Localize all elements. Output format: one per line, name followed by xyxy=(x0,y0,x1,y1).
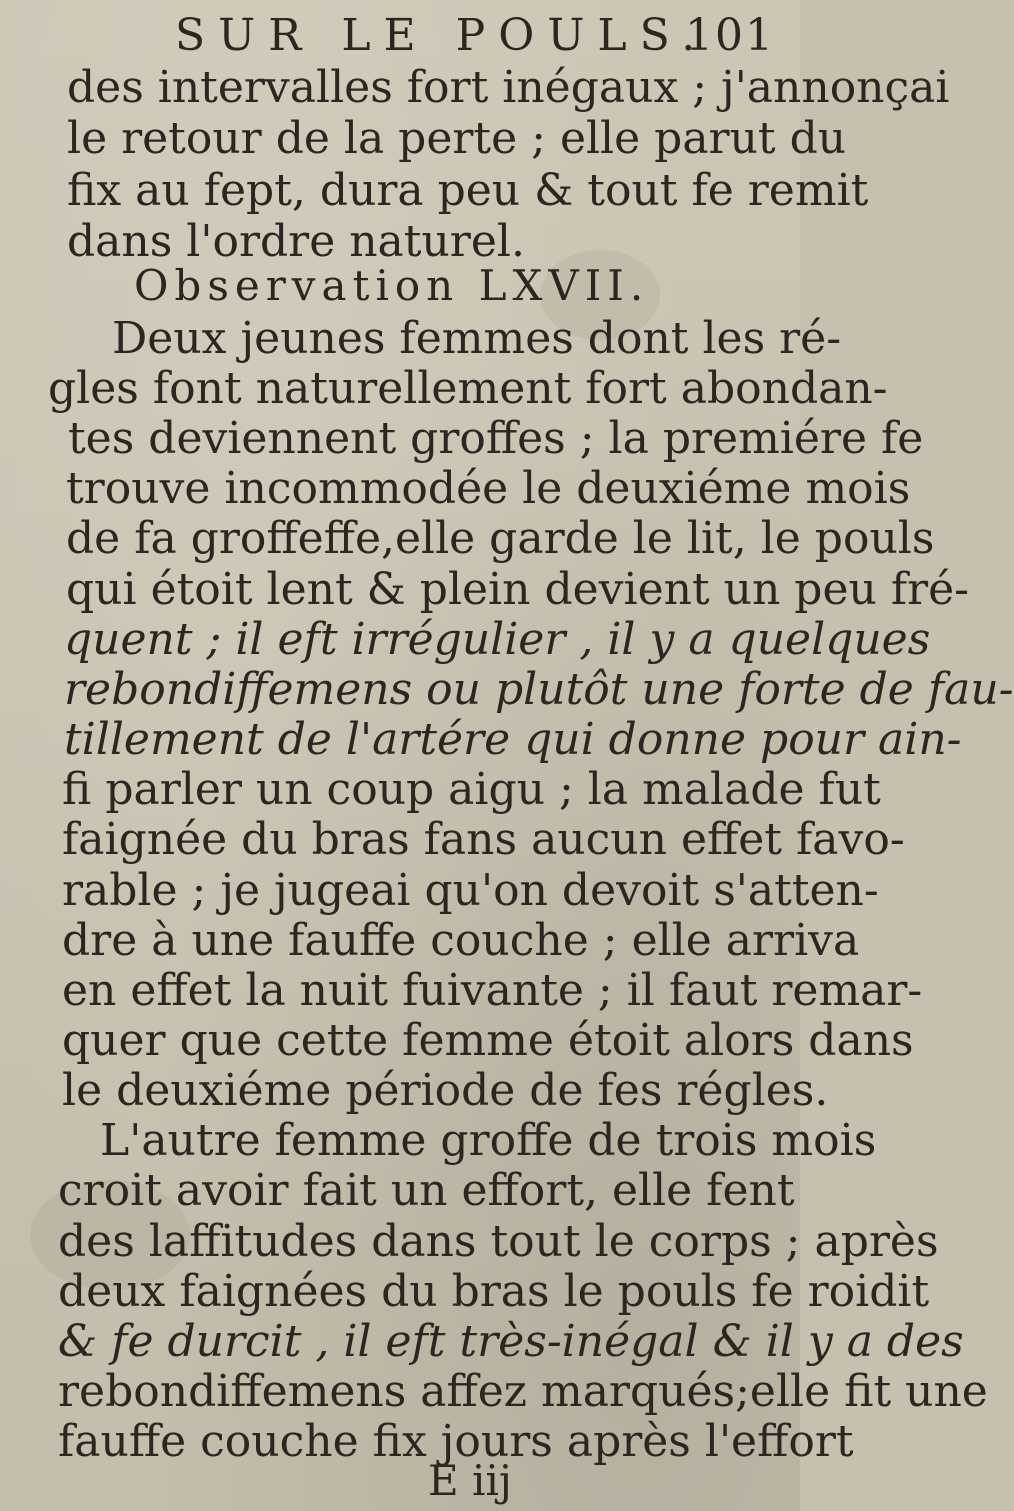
text-line: faignée du bras fans aucun effet favo- xyxy=(62,814,905,865)
text-line: Deux jeunes femmes dont les ré- xyxy=(112,313,842,364)
text-line: gles font naturellement fort abondan- xyxy=(48,363,888,414)
text-line: de fa groffeffe,elle garde le lit, le pouls xyxy=(66,513,935,564)
text-line: dans l'ordre naturel. xyxy=(67,216,525,267)
observation-heading: Observation LXVII. xyxy=(134,261,650,310)
text-line: quer que cette femme étoit alors dans xyxy=(62,1015,914,1066)
text-line: rable ; je jugeai qu'on devoit s'atten- xyxy=(62,865,879,916)
text-line: rebondiffemens affez marqués;elle fit une xyxy=(58,1366,988,1417)
text-line: tillement de l'artére qui donne pour ain- xyxy=(64,714,962,765)
text-line: des intervalles fort inégaux ; j'annonçai xyxy=(67,62,950,113)
text-line: deux faignées du bras le pouls fe roidit xyxy=(58,1266,930,1317)
text-line: le retour de la perte ; elle parut du xyxy=(67,113,847,164)
page-number: 101 xyxy=(685,10,775,61)
text-line: fauffe couche fix jours après l'effort xyxy=(58,1416,854,1467)
text-line: croit avoir fait un effort, elle fent xyxy=(58,1165,795,1216)
text-line: tes deviennent groffes ; la premiére fe xyxy=(68,413,924,464)
signature-mark: E iij xyxy=(428,1456,512,1505)
text-line: fix au fept, dura peu & tout fe remit xyxy=(67,165,869,216)
text-line: L'autre femme groffe de trois mois xyxy=(100,1115,877,1166)
text-line: fi parler un coup aigu ; la malade fut xyxy=(62,764,881,815)
text-line: des laffitudes dans tout le corps ; après xyxy=(58,1216,939,1267)
text-line: & fe durcit , il eft très-inégal & il y a des xyxy=(58,1316,964,1367)
text-line: qui étoit lent & plein devient un peu fré- xyxy=(66,564,970,615)
text-line: trouve incommodée le deuxiéme mois xyxy=(66,463,911,514)
text-line: quent ; il eft irrégulier , il y a quelques xyxy=(64,614,931,665)
text-line: dre à une fauffe couche ; elle arriva xyxy=(62,915,860,966)
text-line: en effet la nuit fuivante ; il faut remar- xyxy=(62,965,923,1016)
text-line: rebondiffemens ou plutôt une forte de fau- xyxy=(64,664,1014,715)
page-header xyxy=(175,6,775,66)
running-head: SUR LE POULS. xyxy=(175,10,709,61)
text-line: le deuxiéme période de fes régles. xyxy=(62,1065,829,1116)
